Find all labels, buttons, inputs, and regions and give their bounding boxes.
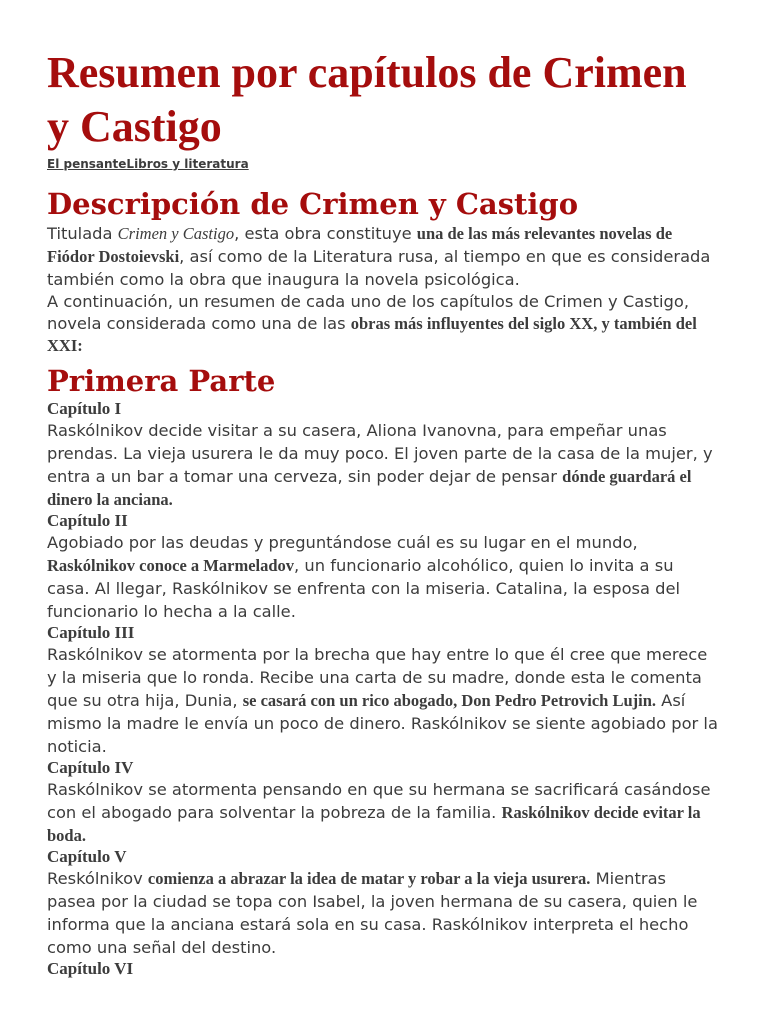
page-title: Resumen por capítulos de Crimen y Castigo bbox=[47, 48, 687, 151]
chapter-text: Agobiado por las deudas y preguntándose cuál es su lugar en el mundo, Raskólnikov conoce a Marmeladov, un funcionario alcohólico, quien lo invita a su casa. Al llegar, Raskólnikov se enfrenta con la miseria. Catalina, la esposa del funcionario lo hecha a la calle. bbox=[47, 533, 681, 621]
category-link[interactable]: Libros y literatura bbox=[126, 157, 249, 171]
chapter-title: Capítulo I bbox=[47, 399, 122, 418]
description-paragraph-1: Titulada Crimen y Castigo, esta obra constituye una de las más relevantes novelas de Fiódor Dostoievski, así como de la Literatura rusa, al tiempo en que es considerada también como la obra que inaugura la novela psicológica. bbox=[47, 224, 711, 289]
chapter-text: Raskólnikov se atormenta pensando en que su hermana se sacrificará casándose con el abogado para solventar la pobreza de la familia. Raskólnikov decide evitar la boda. bbox=[47, 780, 711, 845]
byline bbox=[47, 156, 718, 172]
chapter-text: Raskólnikov decide visitar a su casera, Aliona Ivanovna, para empeñar unas prendas. La vieja usurera le da muy poco. El joven parte de la casa de la mujer, y entra a un bar a tomar una cerveza, sin poder dejar de pensar dónde guardará el dinero la anciana. bbox=[47, 421, 713, 509]
author-link[interactable]: El pensante bbox=[47, 157, 127, 171]
description-paragraph-2: A continuación, un resumen de cada uno de los capítulos de Crimen y Castigo, novela considerada como una de las obras más influyentes del siglo XX, y también del XXI: bbox=[47, 292, 697, 355]
chapter-title: Capítulo II bbox=[47, 511, 128, 530]
chapter-title: Capítulo VI bbox=[47, 959, 134, 978]
chapter-text: Reskólnikov comienza a abrazar la idea de matar y robar a la vieja usurera. Mientras pasea por la ciudad se topa con Isabel, la joven hermana de su casera, quien le informa que la anciana estará sola en su casa. Raskólnikov interpreta el hecho como una señal del destino. bbox=[47, 869, 698, 957]
book-title-italic: Crimen y Castigo bbox=[117, 224, 235, 243]
chapter-title: Capítulo III bbox=[47, 623, 135, 642]
description-heading: Descripción de Crimen y Castigo bbox=[47, 187, 579, 221]
chapter-title: Capítulo IV bbox=[47, 758, 134, 777]
part-heading: Primera Parte bbox=[47, 364, 276, 398]
chapter-text: Raskólnikov se atormenta por la brecha que hay entre lo que él cree que merece y la miseria que lo ronda. Recibe una carta de su madre, donde esta le comenta que su otra hija, Dunia, se casará con un rico abogado, Don Pedro Petrovich Lujin. Así mismo la madre le envía un poco de dinero. Raskólnikov se siente agobiado por la noticia. bbox=[47, 645, 718, 756]
chapter-title: Capítulo V bbox=[47, 847, 127, 866]
